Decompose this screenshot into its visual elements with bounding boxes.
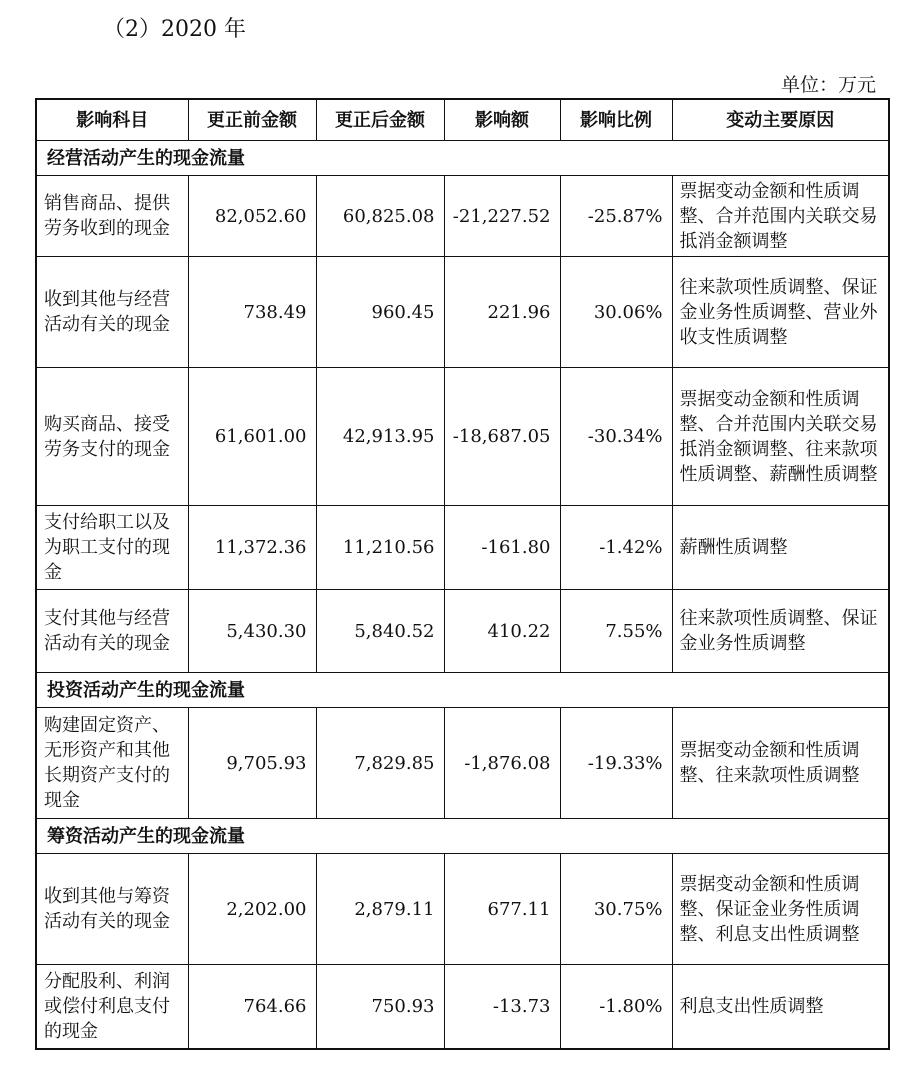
- table-row: [36, 854, 889, 965]
- section-row-investing: [36, 673, 889, 708]
- row-impact: -21,227.52: [444, 176, 560, 257]
- row-reason: 票据变动金额和性质调整、保证金业务性质调整、利息支出性质调整: [672, 854, 889, 965]
- table-row: [36, 708, 889, 819]
- row-reason: 票据变动金额和性质调整、合并范围内关联交易抵消金额调整: [672, 176, 889, 257]
- row-before: 738.49: [188, 257, 316, 368]
- row-ratio: -1.80%: [560, 965, 672, 1049]
- row-after: 7,829.85: [316, 708, 444, 819]
- section-title: 投资活动产生的现金流量: [36, 673, 889, 708]
- row-after: 11,210.56: [316, 506, 444, 590]
- row-before: 11,372.36: [188, 506, 316, 590]
- section-row-financing: [36, 819, 889, 854]
- row-after: 5,840.52: [316, 590, 444, 673]
- row-before: 82,052.60: [188, 176, 316, 257]
- section-heading: （2）2020 年: [103, 17, 246, 42]
- table-row: [36, 590, 889, 673]
- row-ratio: -30.34%: [560, 368, 672, 506]
- unit-label: 单位：万元: [780, 74, 876, 96]
- row-reason: 票据变动金额和性质调整、合并范围内关联交易抵消金额调整、往来款项性质调整、薪酬性质调整: [672, 368, 889, 506]
- row-reason: 往来款项性质调整、保证金业务性质调整: [672, 590, 889, 673]
- section-title: 经营活动产生的现金流量: [36, 141, 889, 176]
- cash-flow-correction-table: [35, 98, 890, 1050]
- row-item: 收到其他与筹资活动有关的现金: [36, 854, 188, 965]
- row-ratio: -1.42%: [560, 506, 672, 590]
- row-ratio: 30.75%: [560, 854, 672, 965]
- col-header-reason: 变动主要原因: [672, 99, 889, 141]
- row-item: 分配股利、利润或偿付利息支付的现金: [36, 965, 188, 1049]
- row-item: 购买商品、接受劳务支付的现金: [36, 368, 188, 506]
- row-impact: -18,687.05: [444, 368, 560, 506]
- table-row: [36, 506, 889, 590]
- row-impact: -161.80: [444, 506, 560, 590]
- row-impact: -13.73: [444, 965, 560, 1049]
- col-header-item: 影响科目: [36, 99, 188, 141]
- row-impact: 410.22: [444, 590, 560, 673]
- table-row: [36, 965, 889, 1049]
- col-header-before: 更正前金额: [188, 99, 316, 141]
- row-reason: 利息支出性质调整: [672, 965, 889, 1049]
- row-after: 960.45: [316, 257, 444, 368]
- row-before: 2,202.00: [188, 854, 316, 965]
- table-row: [36, 257, 889, 368]
- row-before: 764.66: [188, 965, 316, 1049]
- row-item: 收到其他与经营活动有关的现金: [36, 257, 188, 368]
- row-ratio: -19.33%: [560, 708, 672, 819]
- row-impact: 221.96: [444, 257, 560, 368]
- row-reason: 往来款项性质调整、保证金业务性质调整、营业外收支性质调整: [672, 257, 889, 368]
- row-item: 购建固定资产、无形资产和其他长期资产支付的现金: [36, 708, 188, 819]
- col-header-impact: 影响额: [444, 99, 560, 141]
- section-row-operating: [36, 141, 889, 176]
- row-before: 61,601.00: [188, 368, 316, 506]
- row-item: 支付给职工以及为职工支付的现金: [36, 506, 188, 590]
- row-impact: 677.11: [444, 854, 560, 965]
- row-item: 销售商品、提供劳务收到的现金: [36, 176, 188, 257]
- row-before: 9,705.93: [188, 708, 316, 819]
- row-reason: 薪酬性质调整: [672, 506, 889, 590]
- table-row: [36, 368, 889, 506]
- row-ratio: 7.55%: [560, 590, 672, 673]
- col-header-ratio: 影响比例: [560, 99, 672, 141]
- row-item: 支付其他与经营活动有关的现金: [36, 590, 188, 673]
- row-ratio: 30.06%: [560, 257, 672, 368]
- row-after: 750.93: [316, 965, 444, 1049]
- row-impact: -1,876.08: [444, 708, 560, 819]
- row-after: 2,879.11: [316, 854, 444, 965]
- table-header-row: [36, 99, 889, 141]
- table-row: [36, 176, 889, 257]
- row-before: 5,430.30: [188, 590, 316, 673]
- row-after: 60,825.08: [316, 176, 444, 257]
- row-reason: 票据变动金额和性质调整、往来款项性质调整: [672, 708, 889, 819]
- section-title: 筹资活动产生的现金流量: [36, 819, 889, 854]
- row-after: 42,913.95: [316, 368, 444, 506]
- col-header-after: 更正后金额: [316, 99, 444, 141]
- row-ratio: -25.87%: [560, 176, 672, 257]
